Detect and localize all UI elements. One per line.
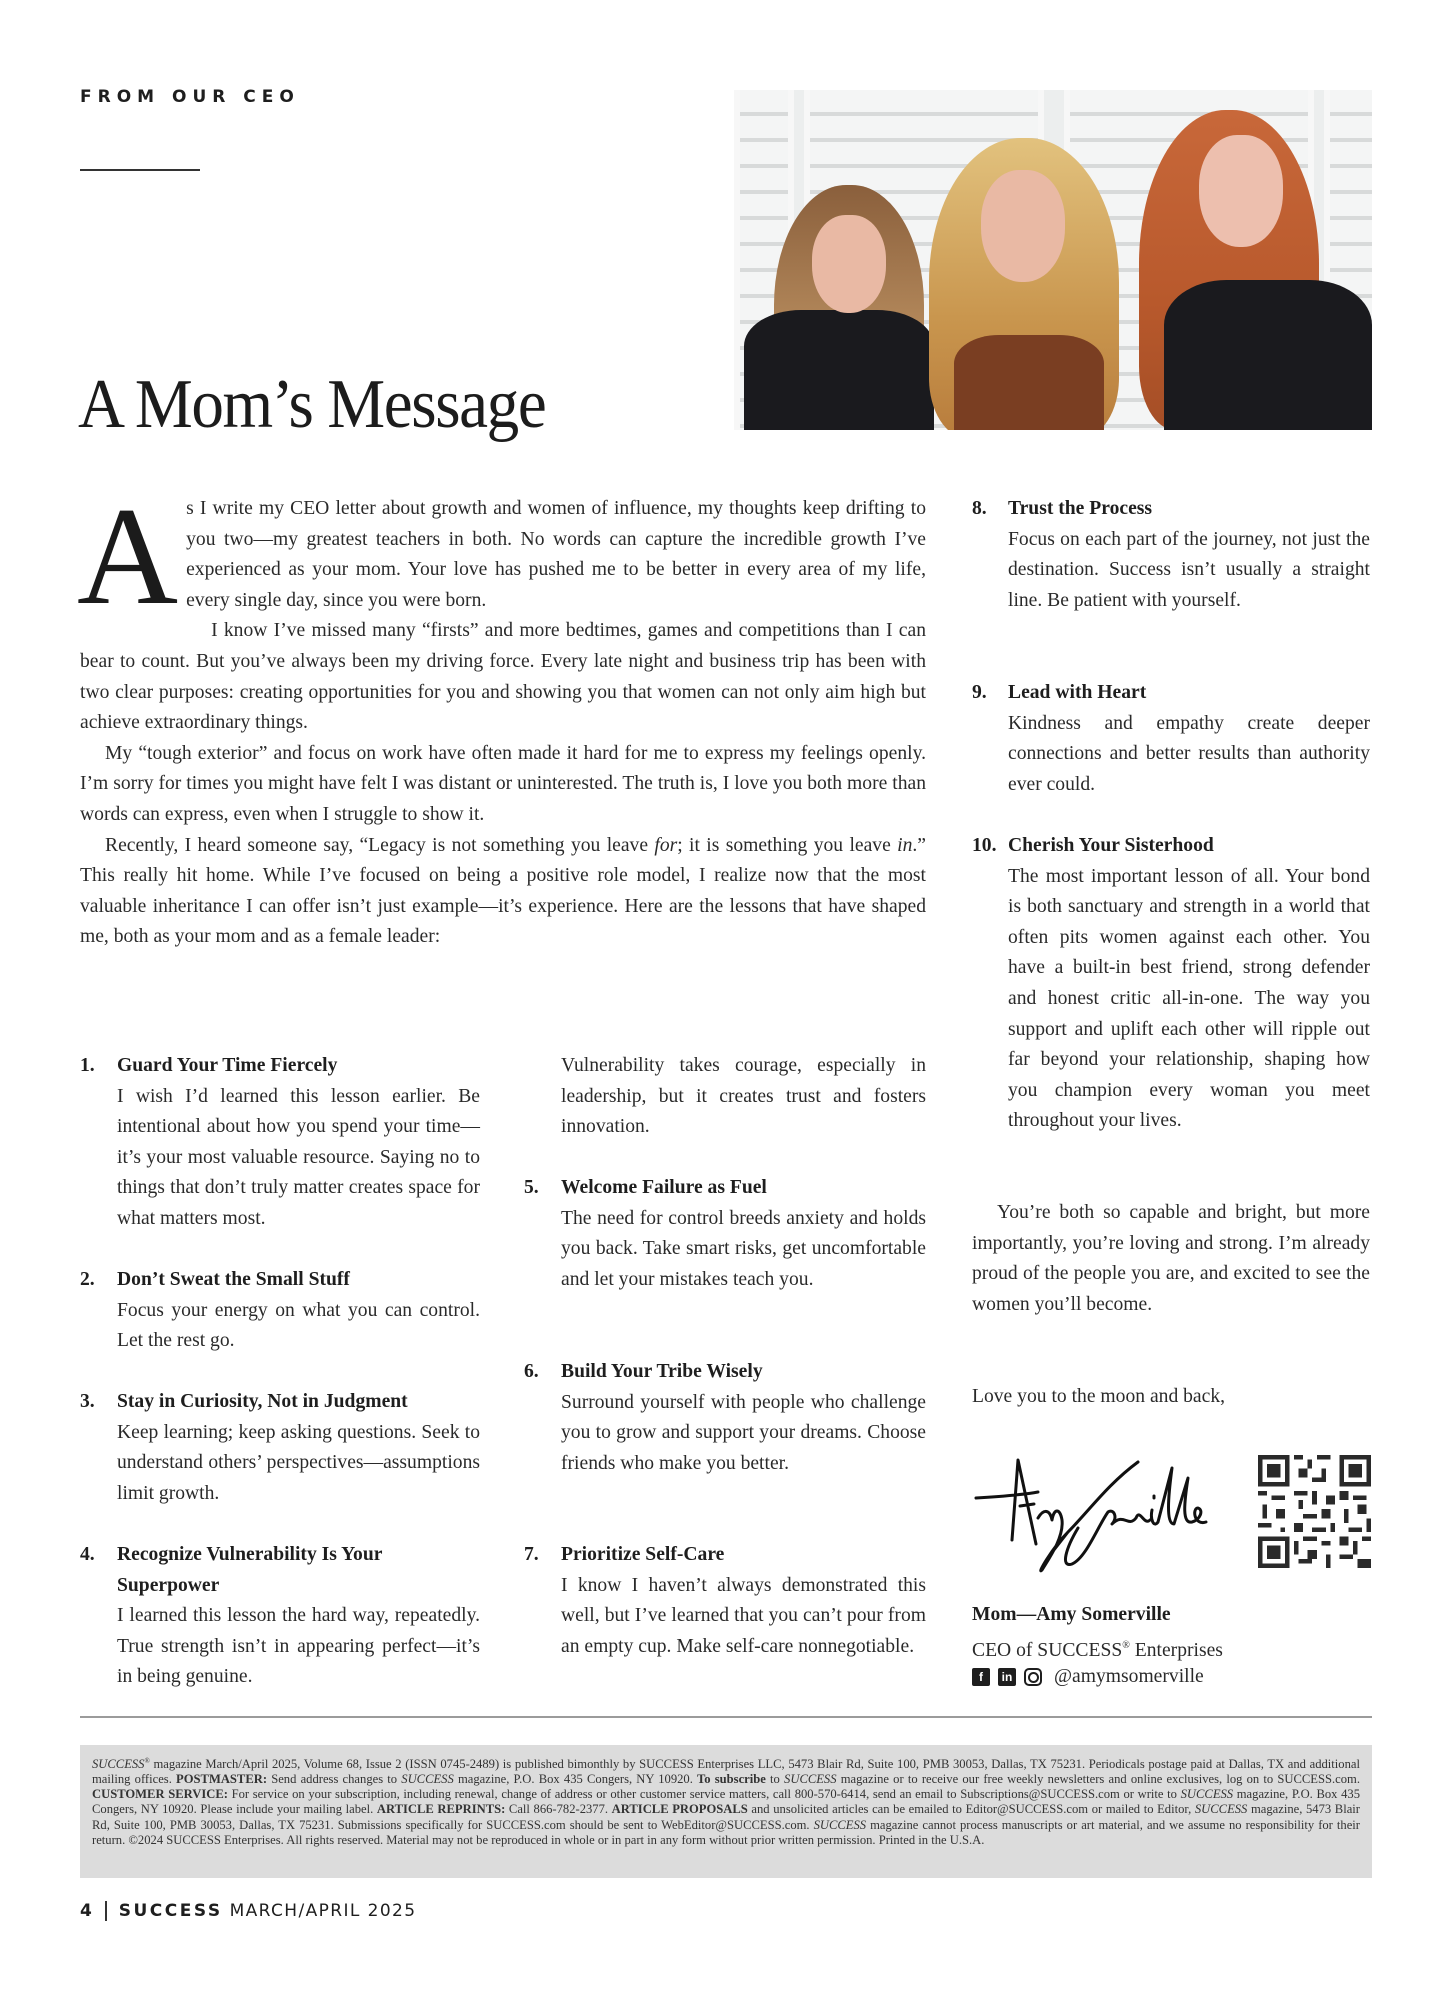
intro-paragraph-4: Recently, I heard someone say, “Legacy is not something you leave for; it is something you leave in.” This really hit home. While I’ve focused on being a positive role model, I realize now that the most valuable inheritance I can offer isn’t just example—it’s experience. Here are the lessons that have shaped me, both as your mom and as a female leader: (80, 834, 926, 948)
lesson-heading: Build Your Tribe Wisely (561, 1361, 763, 1382)
lesson-item (524, 1357, 926, 1479)
lesson-text: I wish I’d learned this lesson earlier. Be intentional about how you spend your time—it’s your most valuable resource. Saying no to things that don’t truly matter creates space for what matters most. (117, 1085, 480, 1229)
magazine-brand: SUCCESS (118, 1901, 223, 1921)
lesson-text: Focus on each part of the journey, not just the destination. Success isn’t usually a straight line. Be patient with yourself. (1008, 528, 1370, 611)
lesson-number: 5. (524, 1177, 539, 1198)
lesson-heading: Welcome Failure as Fuel (561, 1177, 767, 1198)
lesson-heading: Prioritize Self-Care (561, 1544, 725, 1565)
lesson-text: Surround yourself with people who challenge you to grow and support your dreams. Choose friends who make you better. (561, 1391, 926, 1474)
lesson-item (972, 494, 1370, 616)
lesson-number: 9. (972, 682, 987, 703)
lesson-text: The most important lesson of all. Your bond is both sanctuary and strength in a world that often pits women against each other. You have a built-in best friend, strong defender and honest critic all-in-one. The way you support and uplift each other will ripple out far beyond your relationship, shaping how you champion every woman you meet throughout your lives. (1008, 865, 1370, 1132)
lesson-number: 8. (972, 498, 987, 519)
page-footer (80, 1901, 416, 1921)
lesson-text: Vulnerability takes courage, especially in leadership, but it creates trust and fosters innovation. (561, 1055, 926, 1138)
intro-paragraph-1: As I write my CEO letter about growth and women of influence, my thoughts keep drifting to you two—my greatest teachers in both. No words can capture the incredible growth I’ve experienced as your mom. Your love has pushed me to be better in every area of my life, every single day, since you were born. (77, 479, 926, 634)
lesson-text: I know I haven’t always demonstrated this well, but I’ve learned that you can’t pour from an empty cup. Make self-care nonnegotiable. (561, 1574, 926, 1657)
lesson-number: 7. (524, 1544, 539, 1565)
lesson-text: Keep learning; keep asking questions. Seek to understand others’ perspectives—assumptions limit growth. (117, 1421, 480, 1504)
family-photo (734, 90, 1372, 430)
lesson-heading: Trust the Process (1008, 498, 1153, 519)
facebook-icon[interactable]: f (972, 1668, 990, 1686)
closing-paragraph: You’re both so capable and bright, but more importantly, you’re loving and strong. I’m already proud of the people you are, and excited to see the women you’ll become. (972, 1202, 1370, 1315)
lesson-text: The need for control breeds anxiety and holds you back. Take smart risks, get uncomfortable and let your mistakes teach you. (561, 1207, 926, 1290)
lesson-item (972, 831, 1370, 1137)
lesson-item (524, 1540, 926, 1662)
lesson-text: Focus your energy on what you can control. Let the rest go. (117, 1299, 480, 1352)
lesson-item-continued (524, 1051, 926, 1143)
page-number: 4 (80, 1901, 94, 1921)
qr-code[interactable] (1258, 1455, 1371, 1568)
lesson-item (972, 678, 1370, 800)
page-title: A Mom’s Message (78, 366, 546, 443)
lesson-heading: Cherish Your Sisterhood (1008, 835, 1214, 856)
lesson-item (80, 1051, 480, 1235)
intro-paragraph-3: My “tough exterior” and focus on work have often made it hard for me to express my feelings openly. I’m sorry for times you might have felt I was distant or uninterested. The truth is, I love you both more than words can express, even when I struggle to show it. (80, 742, 926, 825)
handwritten-signature (968, 1448, 1228, 1578)
lesson-heading: Recognize Vulnerability Is Your Superpower (117, 1544, 383, 1596)
lesson-item (80, 1540, 480, 1693)
intro-text (77, 479, 926, 953)
lesson-item (80, 1387, 480, 1509)
social-links (972, 1664, 1204, 1690)
lesson-number: 2. (80, 1269, 95, 1290)
drop-cap: A (77, 479, 179, 634)
instagram-icon[interactable] (1024, 1668, 1042, 1686)
lesson-item (524, 1173, 926, 1295)
issue-date: MARCH/APRIL 2025 (229, 1901, 417, 1921)
signer-name: Mom—Amy Somerville (972, 1604, 1171, 1625)
lesson-item (80, 1265, 480, 1357)
signer-title: CEO of SUCCESS® Enterprises (972, 1640, 1223, 1661)
intro-paragraph-2: I know I’ve missed many “firsts” and more bedtimes, games and competitions than I can bear to count. But you’ve always been my driving force. Every late night and business trip has been with two clear purposes: creating opportunities for you and showing you that women can not only aim high but achieve extraordinary things. (80, 620, 926, 734)
lesson-heading: Lead with Heart (1008, 682, 1147, 703)
lesson-number: 6. (524, 1361, 539, 1382)
lesson-number: 4. (80, 1544, 95, 1565)
signoff: Love you to the moon and back, (972, 1386, 1226, 1407)
lesson-number: 10. (972, 835, 997, 856)
lesson-heading: Guard Your Time Fiercely (117, 1055, 338, 1076)
publication-legal-notice: SUCCESS® magazine March/April 2025, Volume 68, Issue 2 (ISSN 0745-2489) is published bimonthly by SUCCESS Enterprises LLC, 5473 Blair Rd, Suite 100, PMB 30053, Dallas, TX 75231. Periodicals postage paid at Dallas, TX and additional mailing offices. POSTMASTER: Send address changes to SUCCESS magazine, P.O. Box 435 Congers, NY 10920. To subscribe to SUCCESS magazine or to receive our free weekly newsletters and online exclusives, log on to SUCCESS.com. CUSTOMER SERVICE: For service on your subscription, including renewal, change of address or other customer service matters, call 800-570-6414, send an email to Subscriptions@SUCCESS.com or write to SUCCESS magazine, P.O. Box 435 Congers, NY 10920. Please include your mailing label. ARTICLE REPRINTS: Call 866-782-2377. ARTICLE PROPOSALS and unsolicited articles can be emailed to Editor@SUCCESS.com or mailed to Editor, SUCCESS magazine, 5473 Blair Rd, Suite 100, PMB 30053, Dallas, TX 75231. Submissions specifically for SUCCESS.com should be sent to WebEditor@SUCCESS.com. SUCCESS magazine cannot process manuscripts or art material, and we assume no responsibility for their return. ©2024 SUCCESS Enterprises. All rights reserved. Material may not be reproduced in whole or in part in any form without prior written permission. Printed in the U.S.A. (80, 1745, 1372, 1878)
lesson-heading: Stay in Curiosity, Not in Judgment (117, 1391, 408, 1412)
footer-divider (80, 1716, 1372, 1718)
linkedin-icon[interactable]: in (998, 1668, 1016, 1686)
social-handle[interactable]: @amymsomerville (1054, 1666, 1204, 1687)
lesson-number: 3. (80, 1391, 95, 1412)
kicker-divider (80, 169, 200, 171)
lesson-text: Kindness and empathy create deeper connections and better results than authority ever could. (1008, 712, 1370, 795)
lesson-number: 1. (80, 1055, 95, 1076)
lesson-heading: Don’t Sweat the Small Stuff (117, 1269, 350, 1290)
section-kicker: FROM OUR CEO (80, 87, 300, 107)
lesson-text: I learned this lesson the hard way, repeatedly. True strength isn’t in appearing perfect—it’s in being genuine. (117, 1605, 480, 1688)
footer-separator (105, 1901, 107, 1921)
